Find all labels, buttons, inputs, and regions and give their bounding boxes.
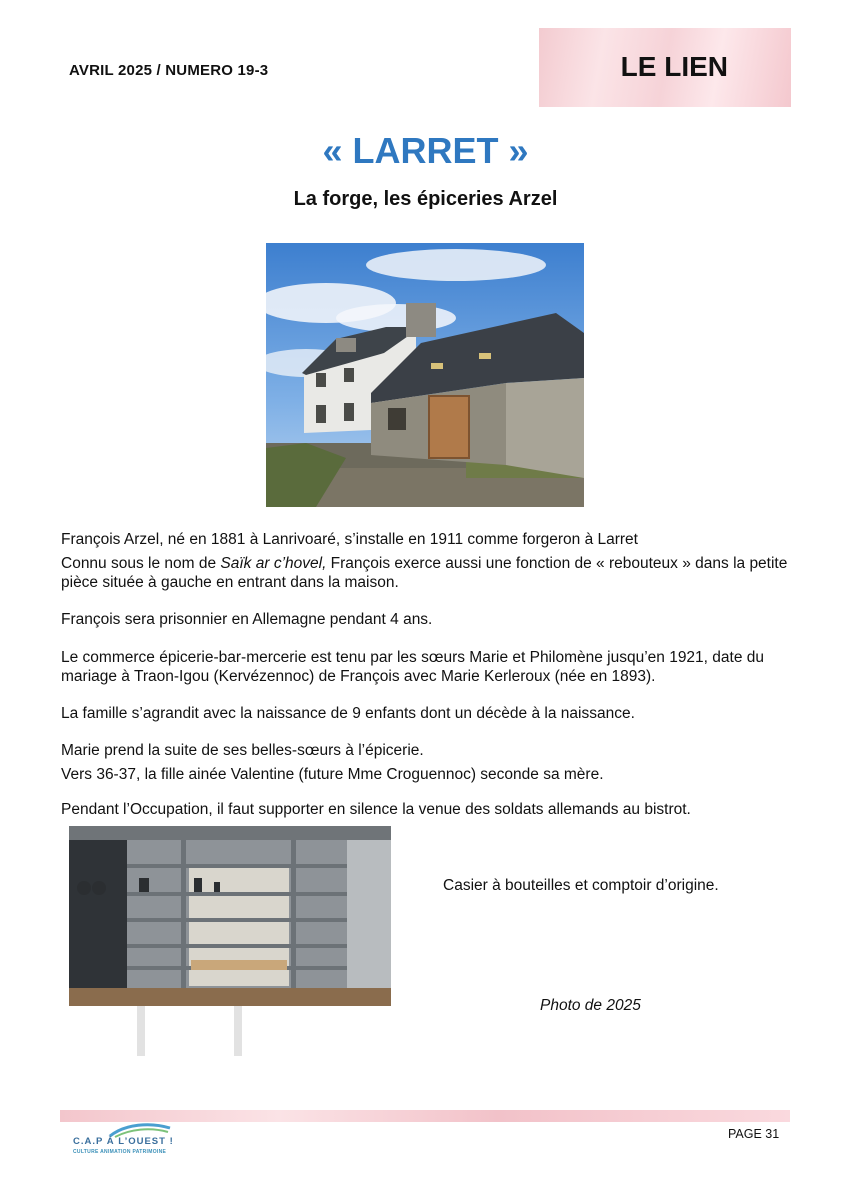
article-title: « LARRET » — [322, 130, 529, 171]
paragraph-7: Vers 36-37, la fille ainée Valentine (future Mme Croguennoc) seconde sa mère. — [61, 766, 604, 783]
publication-banner — [539, 28, 791, 107]
paragraph-3: François sera prisonnier en Allemagne pendant 4 ans. — [61, 611, 433, 628]
issue-label: AVRIL 2025 / NUMERO 19-3 — [69, 62, 269, 79]
cap-logo — [70, 1122, 180, 1167]
paragraph-2 — [61, 554, 796, 592]
photo-credit: Photo de 2025 — [540, 997, 641, 1014]
logo-text: C.A.P À L’OUEST ! — [73, 1136, 174, 1147]
shelf-photo — [69, 826, 391, 1068]
paragraph-5: La famille s’agrandit avec la naissance de 9 enfants dont un décède à la naissance. — [61, 705, 635, 722]
paragraph-4: Le commerce épicerie-bar-mercerie est tenu par les sœurs Marie et Philomène jusqu’en 1921, date du mariage à Traon-Igou (Kervézennoc) de François avec Marie Kerleroux (née en 1893). — [61, 649, 765, 685]
nickname: Saïk ar c’hovel, — [220, 555, 327, 572]
article-subtitle: La forge, les épiceries Arzel — [293, 188, 558, 210]
house-photo — [266, 243, 584, 507]
paragraph-8: Pendant l’Occupation, il faut supporter en silence la venue des soldats allemands au bistrot. — [61, 801, 691, 818]
paragraph-2-start: Connu sous le nom de — [61, 555, 221, 572]
footer-band — [60, 1110, 790, 1122]
paragraph-6: Marie prend la suite de ses belles-sœurs à l’épicerie. — [61, 742, 424, 759]
logo-subtext: CULTURE ANIMATION PATRIMOINE — [73, 1149, 167, 1155]
photo-caption: Casier à bouteilles et comptoir d’origine. — [443, 877, 719, 894]
paragraph-1: François Arzel, né en 1881 à Lanrivoaré, s’installe en 1911 comme forgeron à Larret — [61, 531, 638, 548]
page-number: PAGE 31 — [728, 1127, 780, 1141]
paragraph-2-end: François exerce aussi une fonction de « rebouteux » dans la petite pièce située à gauche en entrant dans la maison. — [61, 555, 788, 591]
publication-title: LE LIEN — [620, 51, 728, 82]
